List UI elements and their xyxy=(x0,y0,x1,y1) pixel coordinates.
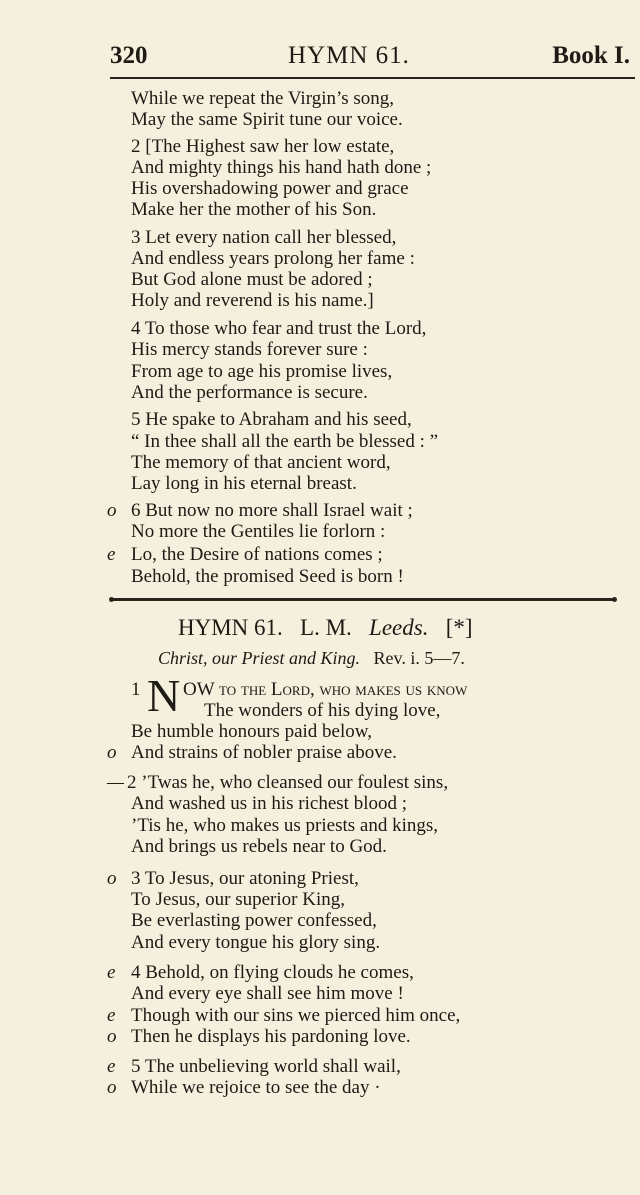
dynamics-marker: e xyxy=(107,962,116,983)
verse-line: And brings us rebels near to God. xyxy=(131,836,387,857)
section-divider xyxy=(112,598,614,601)
dynamics-marker: o xyxy=(107,500,117,521)
verse-line: While we repeat the Virgin’s song, xyxy=(131,88,395,109)
dynamics-marker: o xyxy=(107,742,117,763)
verse-line: And washed us in his richest blood ; xyxy=(131,793,408,814)
verse-line: 4 Behold, on flying clouds he comes, xyxy=(131,962,414,983)
verse-line: Though with our sins we pierced him once, xyxy=(131,1005,461,1026)
verse-line: And endless years prolong her fame : xyxy=(131,248,415,269)
verse-line: To Jesus, our superior King, xyxy=(131,889,345,910)
verse-line: Be humble honours paid below, xyxy=(131,721,372,742)
verse-line: 2 [The Highest saw her low estate, xyxy=(131,136,395,157)
verse-line: 5 The unbelieving world shall wail, xyxy=(131,1056,401,1077)
verse-line: Holy and reverend is his name.] xyxy=(131,290,374,311)
verse-line: And mighty things his hand hath done ; xyxy=(131,157,432,178)
verse-line: But God alone must be adored ; xyxy=(131,269,373,290)
verse-line: And every eye shall see him move ! xyxy=(131,983,404,1004)
verse-line: Lay long in his eternal breast. xyxy=(131,473,357,494)
dynamics-marker: e xyxy=(107,1005,116,1026)
meter: L. M. xyxy=(300,615,352,640)
verse-line: Be everlasting power confessed, xyxy=(131,910,377,931)
verse-line: OW to the Lord, who makes us know xyxy=(183,679,468,700)
verse-line: His overshadowing power and grace xyxy=(131,178,409,199)
tune-name: Leeds. xyxy=(369,615,429,640)
verse-line: And the performance is secure. xyxy=(131,382,368,403)
hymn-subtitle: Christ, our Priest and King. xyxy=(158,648,361,668)
verse-line: Make her the mother of his Son. xyxy=(131,199,377,220)
running-title: HYMN 61. xyxy=(288,42,410,69)
verse-line: The wonders of his dying love, xyxy=(204,700,441,721)
verse-line: While we rejoice to see the day · xyxy=(131,1077,381,1098)
scripture-reference: Rev. i. 5—7. xyxy=(373,648,465,668)
dynamics-marker: e xyxy=(107,544,116,565)
hymn61-heading xyxy=(178,615,473,641)
drop-cap: N xyxy=(147,670,181,721)
verse-line: 3 To Jesus, our atoning Priest, xyxy=(131,868,359,889)
verse-line: 6 But now no more shall Israel wait ; xyxy=(131,500,413,521)
verse-line: The memory of that ancient word, xyxy=(131,452,391,473)
verse-line: 5 He spake to Abraham and his seed, xyxy=(131,409,412,430)
verse-line: His mercy stands forever sure : xyxy=(131,339,368,360)
dynamics-marker: o xyxy=(107,868,117,889)
hymn-number: HYMN 61. xyxy=(178,615,283,640)
dynamics-marker: — xyxy=(107,772,124,793)
dynamics-marker: o xyxy=(107,1077,117,1098)
book-label: Book I. xyxy=(552,42,630,69)
verse-line: And strains of nobler praise above. xyxy=(131,742,397,763)
stanza-number: 1 xyxy=(131,679,141,700)
hymn-mark: [*] xyxy=(445,615,473,640)
verse-line: No more the Gentiles lie forlorn : xyxy=(131,521,386,542)
dynamics-marker: o xyxy=(107,1026,117,1047)
verse-line: Then he displays his pardoning love. xyxy=(131,1026,411,1047)
running-header xyxy=(110,42,640,76)
verse-line: ’Tis he, who makes us priests and kings, xyxy=(131,815,438,836)
dynamics-marker: e xyxy=(107,1056,116,1077)
verse-line: “ In thee shall all the earth be blessed : ” xyxy=(131,431,439,452)
hymn61-subtitle-row xyxy=(158,648,465,669)
verse-line: Lo, the Desire of nations comes ; xyxy=(131,544,383,565)
verse-line: May the same Spirit tune our voice. xyxy=(131,109,403,130)
verse-line: From age to age his promise lives, xyxy=(131,361,393,382)
verse-line: 4 To those who fear and trust the Lord, xyxy=(131,318,427,339)
verse-line: 3 Let every nation call her blessed, xyxy=(131,227,397,248)
verse-line: And every tongue his glory sing. xyxy=(131,932,381,953)
verse-line: 2 ’Twas he, who cleansed our foulest sins, xyxy=(127,772,449,793)
header-rule xyxy=(110,77,635,79)
page-number: 320 xyxy=(110,42,148,69)
verse-line: Behold, the promised Seed is born ! xyxy=(131,566,404,587)
